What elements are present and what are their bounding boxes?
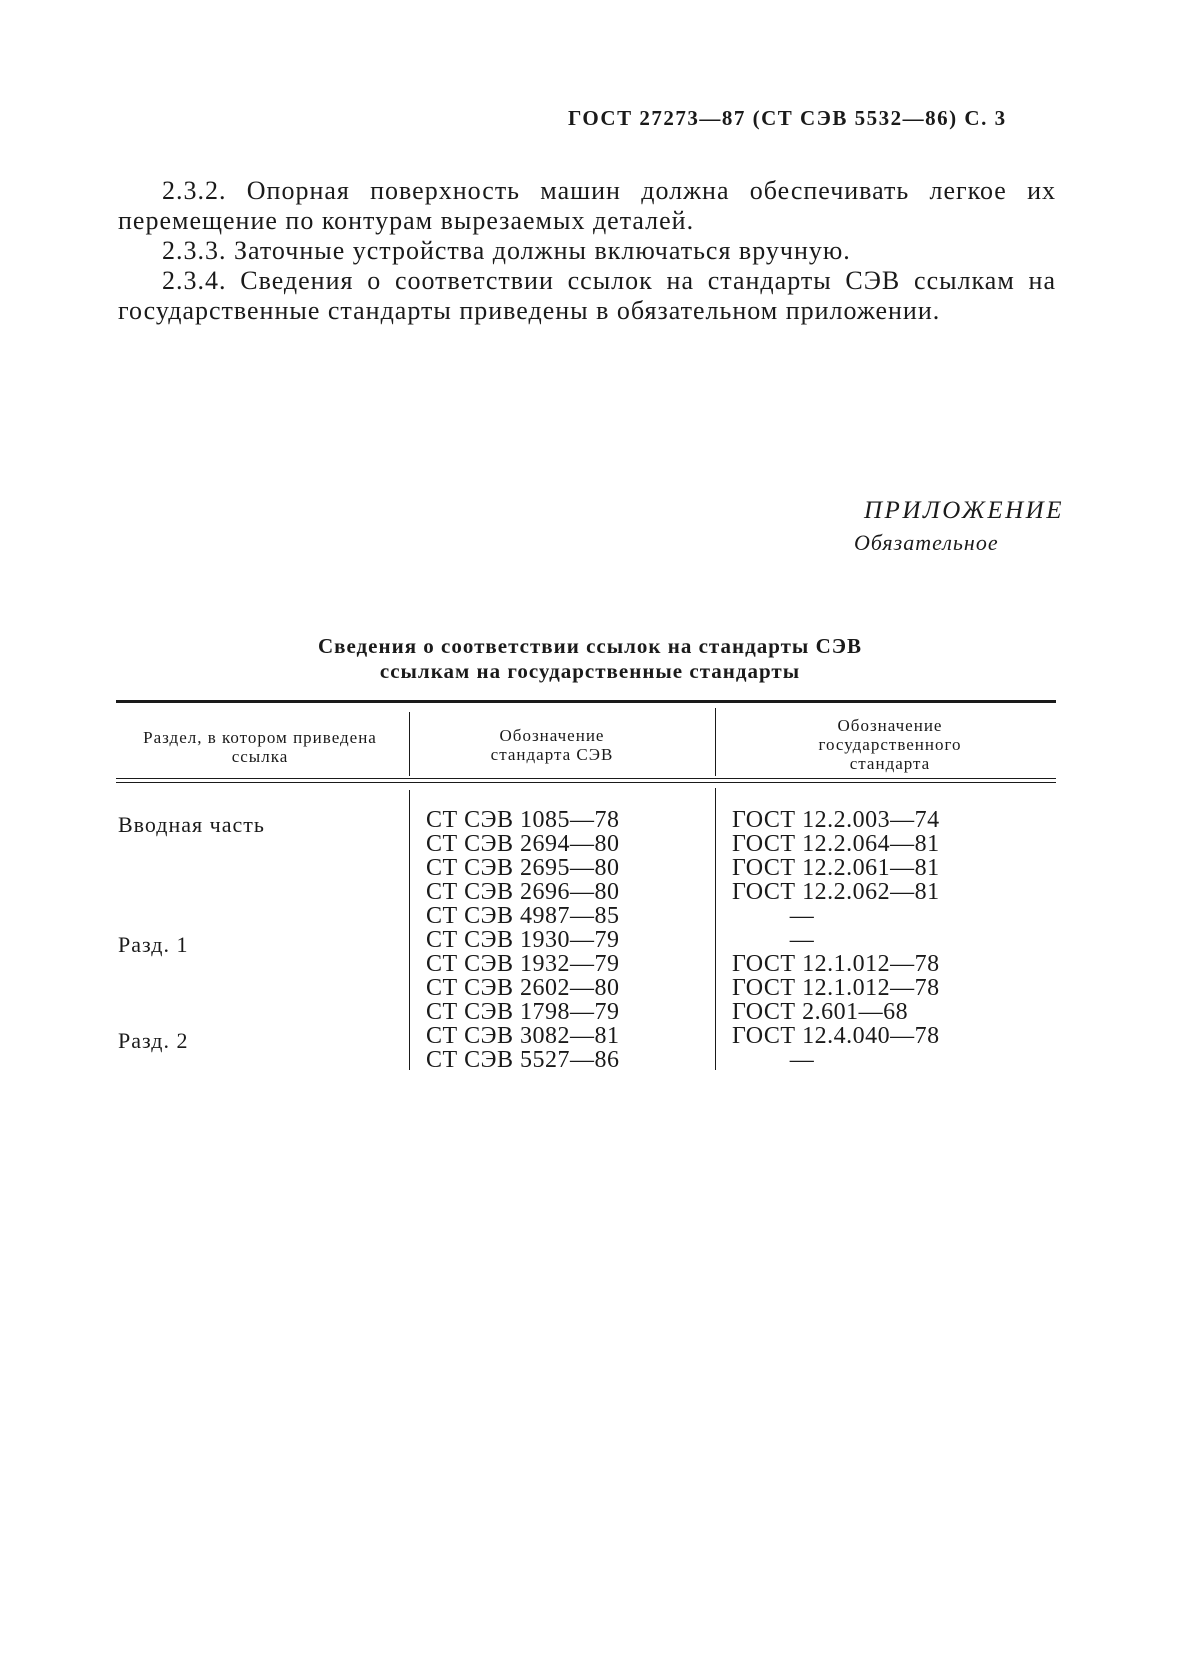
gost-column xyxy=(732,808,940,1072)
cev-row: СТ СЭВ 2602—80 xyxy=(426,975,620,1001)
cev-column xyxy=(426,808,620,1072)
gost-row: ГОСТ 12.2.061—81 xyxy=(732,855,940,881)
page-header: ГОСТ 27273—87 (СТ СЭВ 5532—86) С. 3 xyxy=(568,106,1007,130)
table-top-rule xyxy=(116,700,1056,703)
section-2: Разд. 2 xyxy=(118,1028,189,1053)
table-title-line-2: ссылкам на государственные стандарты xyxy=(379,659,801,683)
cev-row: СТ СЭВ 1085—78 xyxy=(426,807,620,833)
gost-row-empty: — xyxy=(789,1047,815,1073)
header-divider-2 xyxy=(715,708,716,776)
table-title xyxy=(190,634,990,684)
cev-row: СТ СЭВ 2696—80 xyxy=(426,879,620,905)
cev-row: СТ СЭВ 1932—79 xyxy=(426,951,620,977)
table-header-rule xyxy=(116,778,1056,779)
gost-row: ГОСТ 12.1.012—78 xyxy=(732,975,940,1001)
paragraph-2-3-3: 2.3.3. Заточные устройства должны включаться вручную. xyxy=(162,236,851,265)
paragraph-2-3-2: 2.3.2. Опорная поверхность машин должна обеспечивать легкое их перемещение по контурам вырезаемых деталей. xyxy=(118,176,1056,235)
paragraph-2-3-4: 2.3.4. Сведения о соответствии ссылок на стандарты СЭВ ссылкам на государственные стандарты приведены в обязательном приложении. xyxy=(118,266,1056,325)
table-title-line-1: Сведения о соответствии ссылок на стандарты СЭВ xyxy=(318,634,862,658)
cev-row: СТ СЭВ 2694—80 xyxy=(426,831,620,857)
gost-row: ГОСТ 2.601—68 xyxy=(732,999,909,1025)
gost-row: ГОСТ 12.4.040—78 xyxy=(732,1023,940,1049)
cev-row: СТ СЭВ 1798—79 xyxy=(426,999,620,1025)
cev-row: СТ СЭВ 4987—85 xyxy=(426,903,620,929)
body-text xyxy=(118,176,1056,326)
gost-row: ГОСТ 12.1.012—78 xyxy=(732,951,940,977)
appendix-title: ПРИЛОЖЕНИЕ xyxy=(864,497,1064,524)
section-intro: Вводная часть xyxy=(118,812,265,837)
body-divider-1 xyxy=(409,790,410,1070)
header-cev-standard: Обозначение стандарта СЭВ xyxy=(490,726,614,764)
gost-row: ГОСТ 12.2.064—81 xyxy=(732,831,940,857)
cev-row: СТ СЭВ 5527—86 xyxy=(426,1047,620,1073)
header-section: Раздел, в котором приведена ссылка xyxy=(143,728,377,766)
appendix-subtitle: Обязательное xyxy=(854,530,999,555)
table-header-rule-2 xyxy=(116,782,1056,783)
gost-row-empty: — xyxy=(789,927,815,953)
cev-row: СТ СЭВ 2695—80 xyxy=(426,855,620,881)
cev-row: СТ СЭВ 3082—81 xyxy=(426,1023,620,1049)
section-1: Разд. 1 xyxy=(118,932,189,957)
body-divider-2 xyxy=(715,788,716,1070)
gost-row: ГОСТ 12.2.003—74 xyxy=(732,807,940,833)
gost-row-empty: — xyxy=(789,903,815,929)
cev-row: СТ СЭВ 1930—79 xyxy=(426,927,620,953)
header-gost-standard: Обозначение государственного стандарта xyxy=(818,716,962,773)
header-divider-1 xyxy=(409,712,410,776)
gost-row: ГОСТ 12.2.062—81 xyxy=(732,879,940,905)
